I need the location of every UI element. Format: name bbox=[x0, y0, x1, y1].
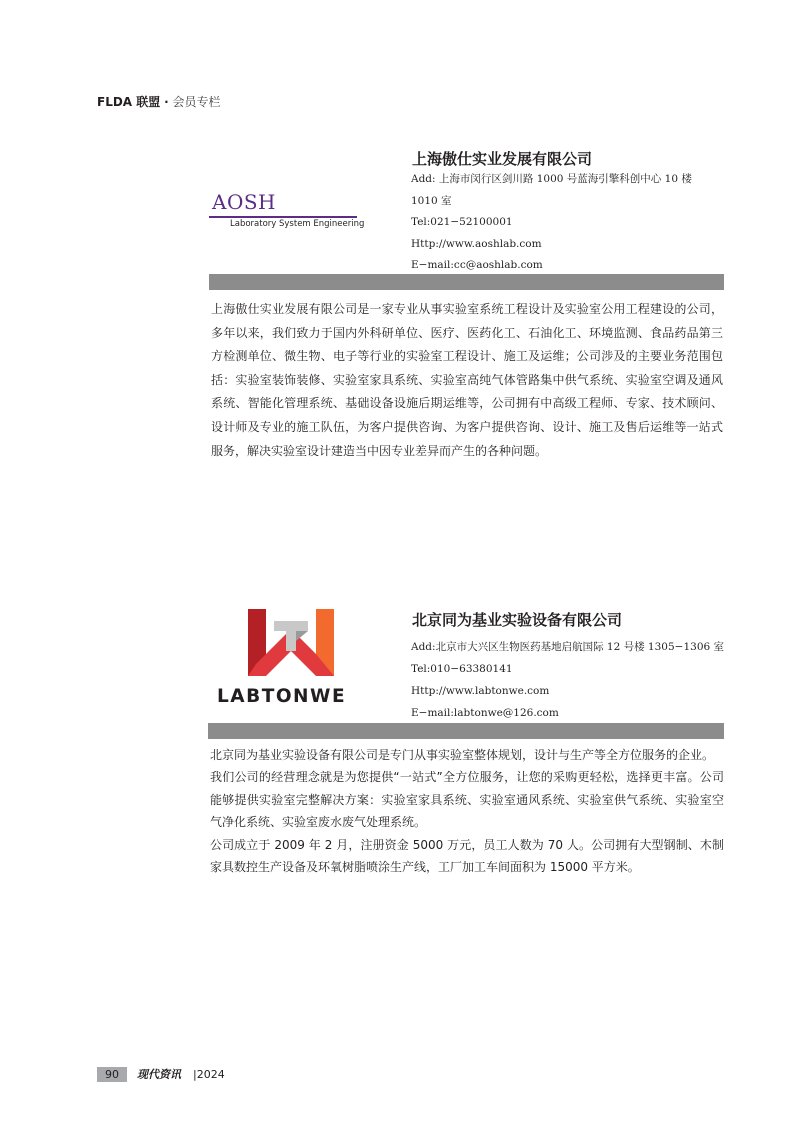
magazine-title: 现代资讯 bbox=[137, 1068, 181, 1081]
company1-website[interactable]: Http://www.aoshlab.com bbox=[411, 237, 542, 250]
w-inner-t-shade bbox=[296, 631, 308, 641]
company1-description-para: 上海傲仕实业发展有限公司是一家专业从事实验室系统工程设计及实验室公用工程建设的公司，多年以来，我们致力于国内外科研单位、医疗、医药化工、石油化工、环境监测、食品药品第三方检测单位、微生物、电子等行业的实验室工程设计、施工及运维；公司涉及的主要业务范围包括：实验室装饰装修、实验室家具系统、实验室高纯气体管路集中供气系统、实验室空调及通风系统、智能化管理系统、基础设备设施后期运维等，公司拥有中高级工程师、专家、技术顾问、设计师及专业的施工队伍，为客户提供咨询、为客户提供咨询、设计、施工及售后运维等一站式服务，解决实验室设计建造当中因专业差异而产生的各种问题。 bbox=[211, 302, 723, 458]
company2-address: Add:北京市大兴区生物医药基地启航国际 12 号楼 1305−1306 室 bbox=[411, 641, 725, 653]
issue-year bbox=[193, 1067, 225, 1082]
company2-contact bbox=[411, 636, 724, 724]
aosh-logo-rule bbox=[209, 216, 357, 218]
company1-description bbox=[211, 298, 723, 463]
company1-tel: Tel:021−52100001 bbox=[411, 216, 513, 228]
header-brand: FLDA 联盟 bbox=[97, 95, 161, 109]
labtonwe-wordmark: LABTONWE bbox=[217, 686, 347, 707]
company2-divider-bar bbox=[208, 723, 724, 739]
company2-tel: Tel:010−63380141 bbox=[411, 663, 513, 675]
aosh-logo-mark: AOSH bbox=[212, 190, 276, 214]
company2-description-para1: 北京同为基业实验设备有限公司是专门从事实验室整体规划，设计与生产等全方位服务的企业。 bbox=[210, 748, 715, 762]
company1-contact bbox=[411, 169, 692, 277]
footer-separator: | bbox=[193, 1068, 197, 1081]
page-number: 90 bbox=[97, 1067, 127, 1082]
company2-website[interactable]: Http://www.labtonwe.com bbox=[411, 685, 550, 697]
labtonwe-logo bbox=[216, 604, 366, 710]
aosh-logo-tagline: Laboratory System Engineering bbox=[230, 219, 365, 229]
labtonwe-w-emblem bbox=[216, 604, 366, 684]
company2-description-para3: 公司成立于 2009 年 2 月，注册资金 5000 万元，员工人数为 70 人。公司拥有大型钢制、木制家具数控生产设备及环氧树脂喷涂生产线，工厂加工车间面积为 15000 平方米。 bbox=[210, 837, 724, 875]
section-header bbox=[97, 93, 221, 110]
aosh-logo bbox=[209, 190, 365, 235]
company1-address-line1: Add: 上海市闵行区剑川路 1000 号蓝海引擎科创中心 10 楼 bbox=[411, 173, 692, 185]
company2-description-para2: 我们公司的经营理念就是为您提供“一站式”全方位服务，让您的采购更轻松，选择更丰富。公司能够提供实验室完整解决方案：实验室家具系统、实验室通风系统、实验室供气系统、实验室空气净化系统、实验室废水废气处理系统。 bbox=[210, 770, 724, 830]
footer-year: 2024 bbox=[196, 1068, 225, 1081]
header-section: 会员专栏 bbox=[172, 95, 221, 109]
company1-address-line2: 1010 室 bbox=[411, 194, 452, 207]
header-dot: · bbox=[164, 95, 169, 109]
company1-name: 上海傲仕实业发展有限公司 bbox=[412, 150, 593, 168]
company2-name: 北京同为基业实验设备有限公司 bbox=[412, 611, 623, 629]
company1-divider-bar bbox=[209, 274, 724, 290]
company1-email[interactable]: E−mail:cc@aoshlab.com bbox=[411, 259, 543, 271]
company2-description bbox=[210, 744, 724, 878]
company2-email[interactable]: E−mail:labtonwe@126.com bbox=[411, 707, 559, 719]
